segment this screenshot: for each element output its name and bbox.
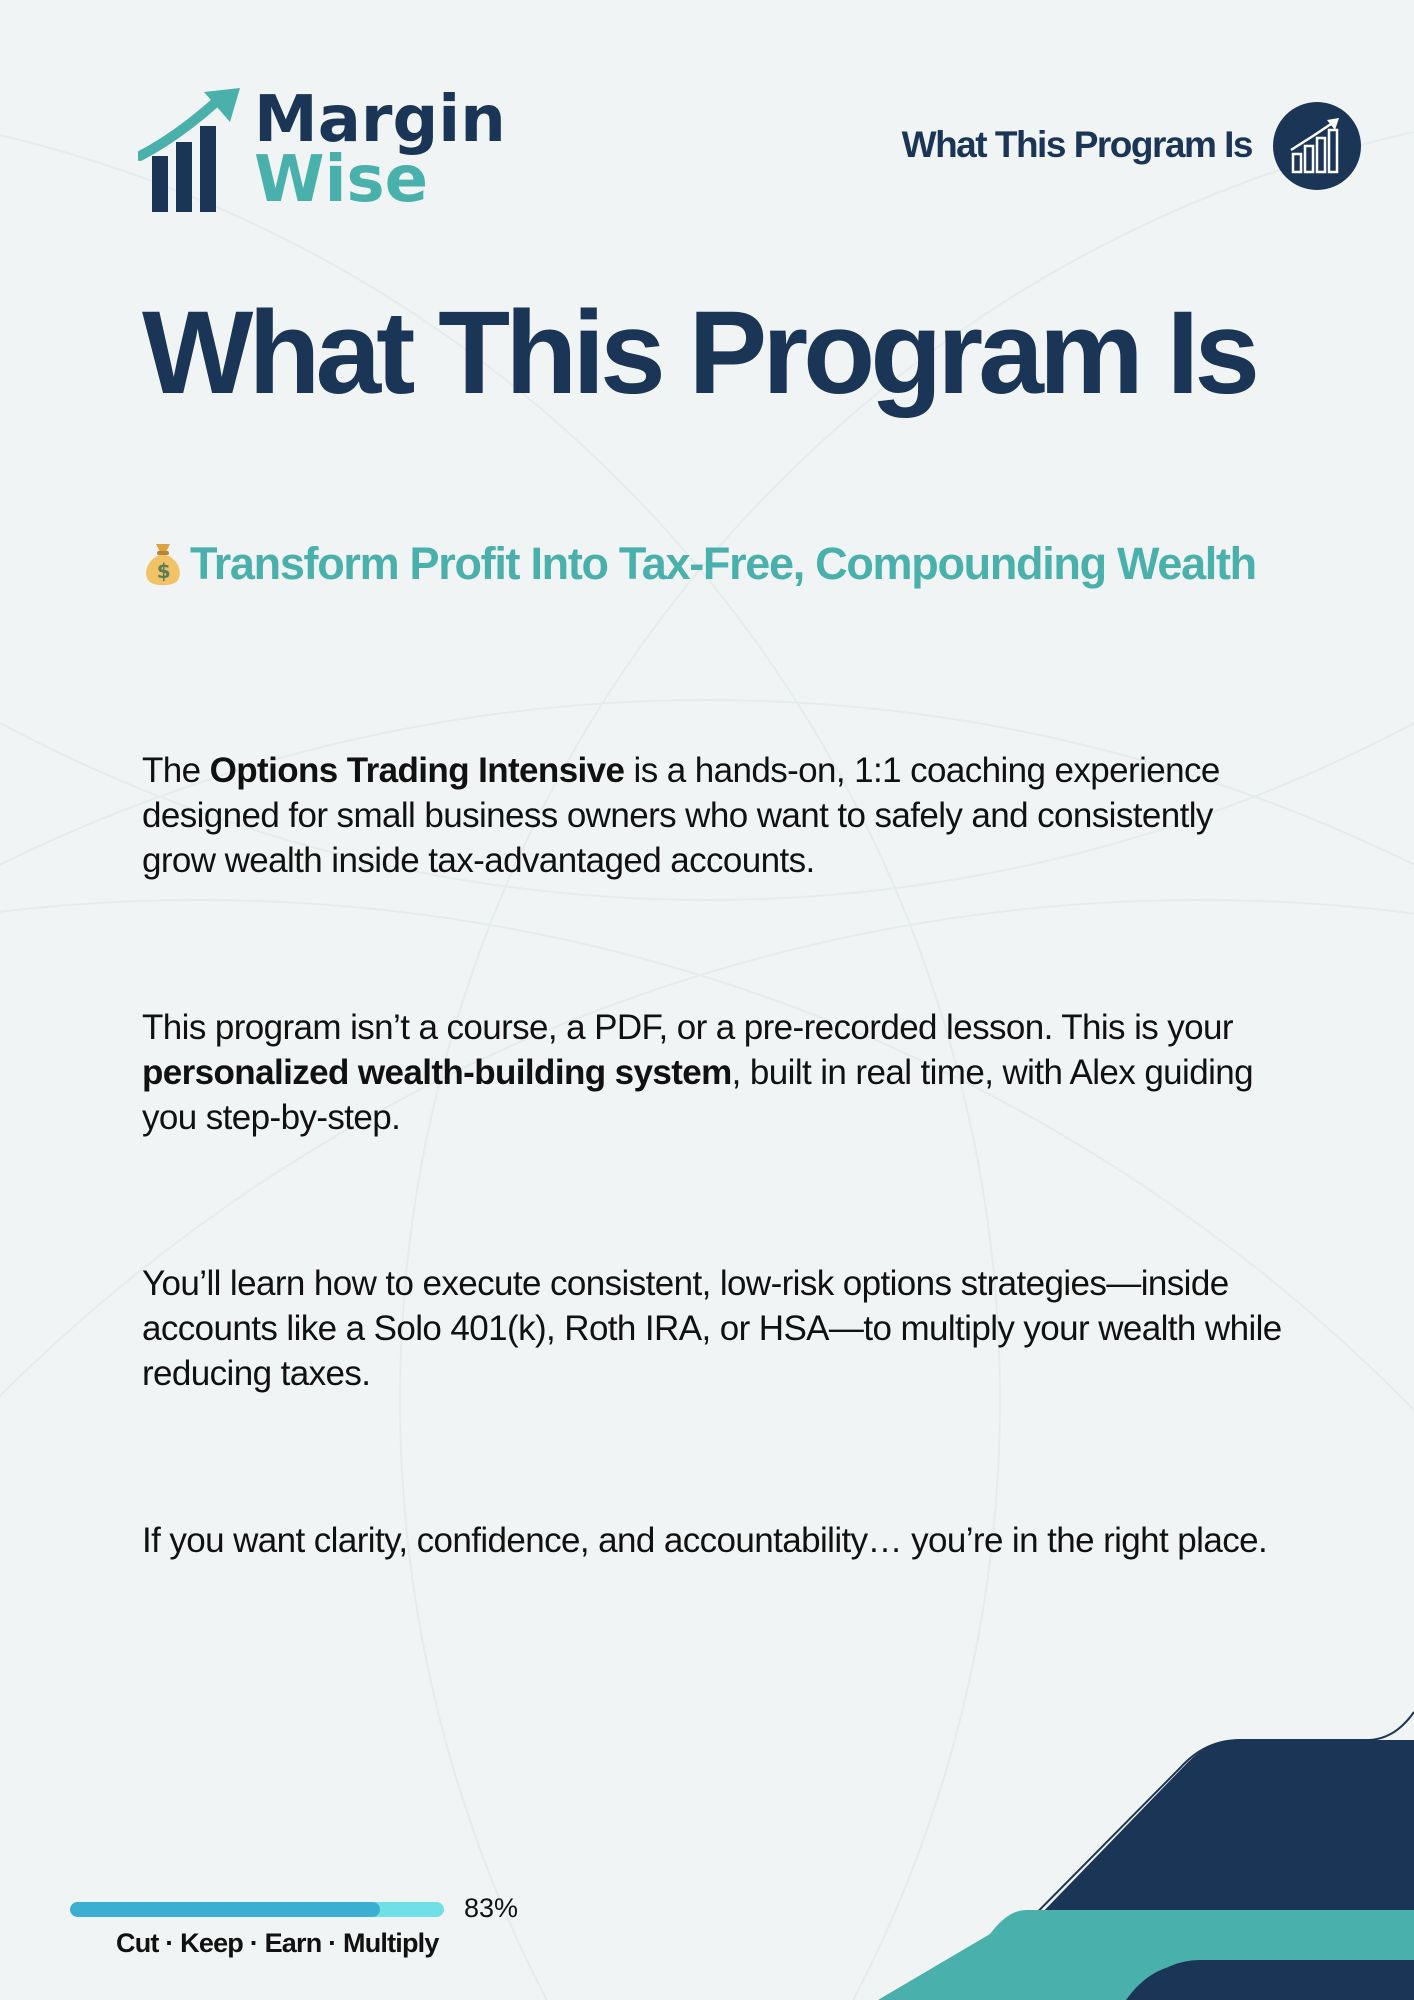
page-subtitle (142, 538, 1256, 590)
brand-logo (138, 83, 508, 220)
brand-name-line2: Wise (254, 143, 429, 217)
svg-text:$: $ (156, 559, 170, 583)
progress-bar-fill (70, 1902, 380, 1917)
progress-label: 83% (464, 1893, 519, 1923)
money-bag-icon (142, 540, 184, 588)
p2-bold: personalized wealth-building system (142, 1053, 732, 1092)
p2-pre: This program isn’t a course, a PDF, or a pre-recorded lesson. This is your (142, 1008, 1233, 1047)
progress-bar (70, 1902, 444, 1917)
paragraph-program (142, 1005, 1292, 1140)
bar-chart-growth-icon (1273, 102, 1361, 190)
paragraph-strategies: You’ll learn how to execute consistent, low-risk options strategies—inside accounts like a Solo 401(k), Roth IRA, or HSA—to multiply your wealth while reducing taxes. (142, 1264, 1282, 1393)
brand-name-line1: Margin (254, 83, 506, 157)
section-label: What This Program Is (901, 124, 1252, 165)
footer-tagline: Cut · Keep · Earn · Multiply (116, 1928, 439, 1958)
subtitle-text: Transform Profit Into Tax-Free, Compounding Wealth (190, 538, 1256, 589)
p1-bold: Options Trading Intensive (209, 751, 625, 790)
brand-name (254, 83, 506, 217)
paragraph-intro (142, 748, 1292, 883)
p2-post: , built in real time, with Alex guiding you step-by-step. (142, 1053, 1253, 1137)
p1-pre: The (142, 751, 210, 790)
page-title: What This Program Is (142, 287, 1255, 419)
section-badge (1273, 102, 1361, 190)
p1-post: is a hands-on, 1:1 coaching experience designed for small business owners who want to safely and consistently grow wealth inside tax-advantaged accounts. (142, 751, 1220, 880)
paragraph-closing: If you want clarity, confidence, and accountability… you’re in the right place. (142, 1521, 1268, 1560)
growth-chart-logo-icon (138, 86, 248, 220)
